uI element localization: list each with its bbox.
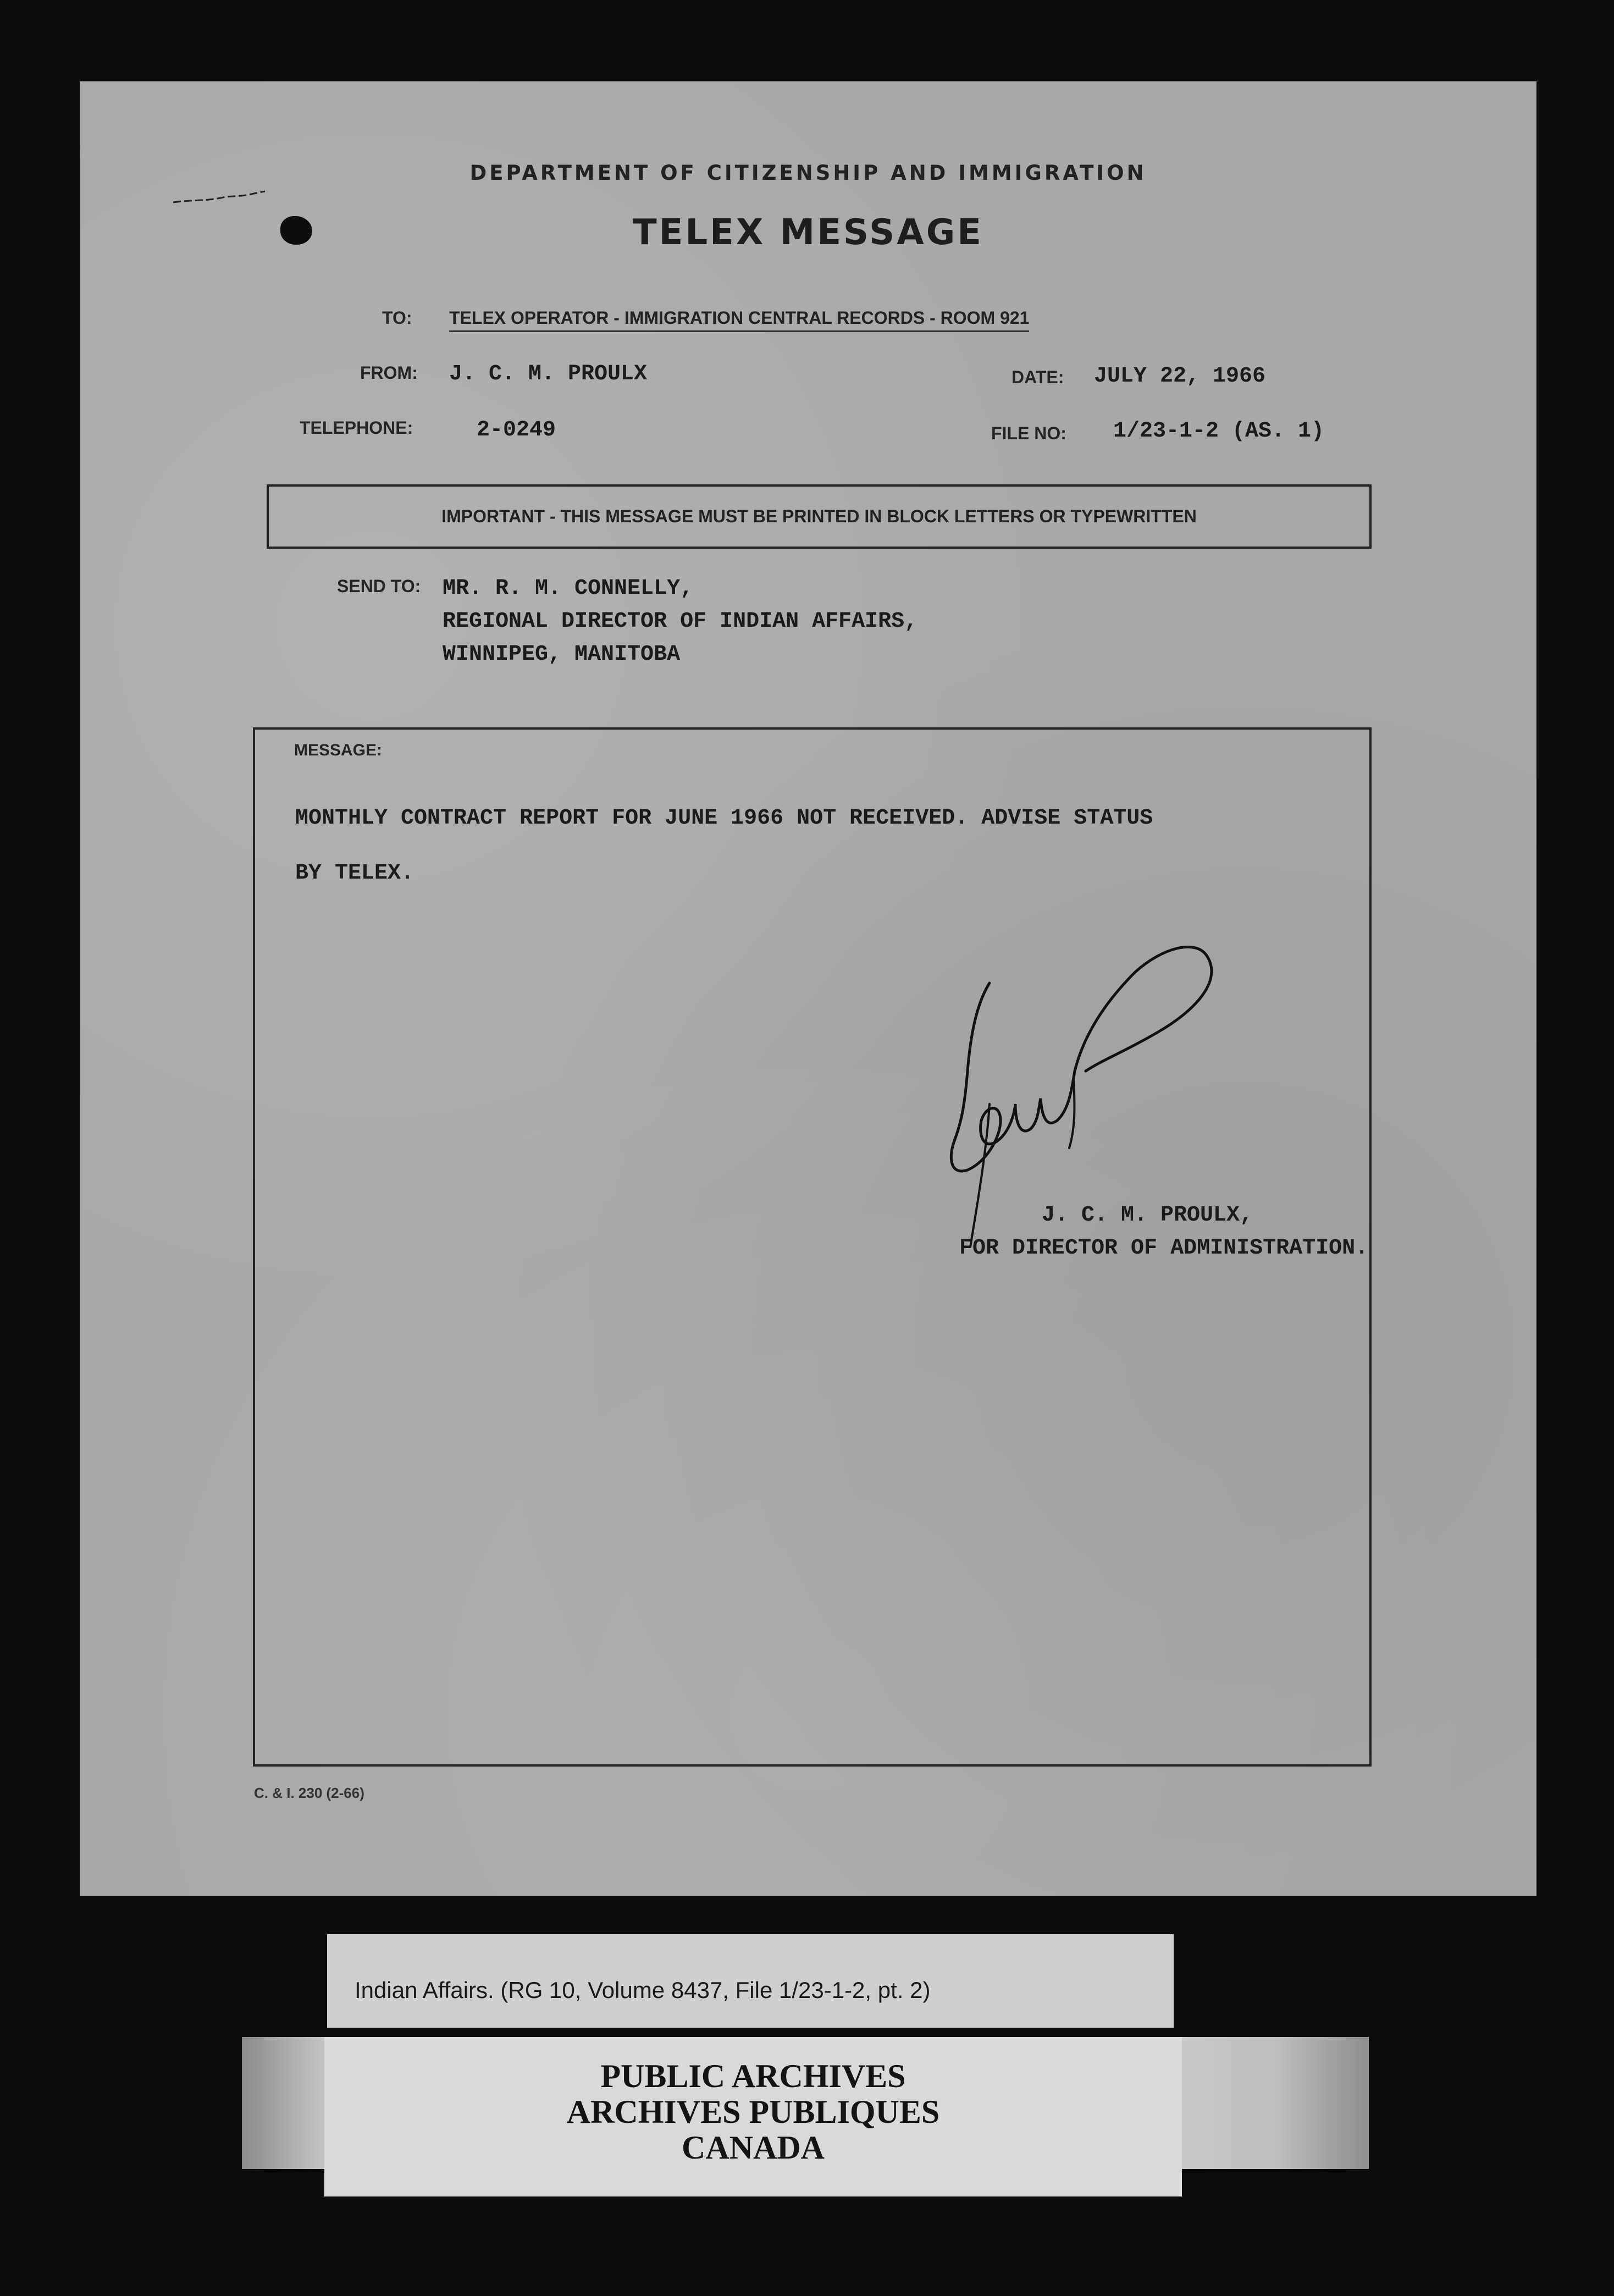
stamp-line: CANADA — [682, 2129, 825, 2166]
send-to-label: SEND TO: — [337, 576, 421, 596]
to-value: TELEX OPERATOR - IMMIGRATION CENTRAL RECORDS - ROOM 921 — [449, 308, 1029, 332]
send-to-line: WINNIPEG, MANITOBA — [443, 642, 681, 667]
to-label: TO: — [382, 308, 412, 328]
from-label: FROM: — [360, 363, 418, 383]
message-line: MONTHLY CONTRACT REPORT FOR JUNE 1966 NOT RECEIVED. ADVISE STATUS — [295, 806, 1153, 831]
file-no-label: FILE NO: — [991, 423, 1066, 443]
message-label: MESSAGE: — [294, 741, 383, 759]
telephone-label: TELEPHONE: — [300, 418, 413, 438]
department-heading: DEPARTMENT OF CITIZENSHIP AND IMMIGRATION — [469, 161, 1147, 185]
signatory-title: FOR DIRECTOR OF ADMINISTRATION. — [959, 1236, 1369, 1261]
from-value: J. C. M. PROULX — [449, 362, 648, 387]
archive-reference-strip — [327, 1934, 1174, 2028]
important-notice: IMPORTANT - THIS MESSAGE MUST BE PRINTED IN BLOCK LETTERS OR TYPEWRITTEN — [441, 506, 1197, 526]
signatory-name: J. C. M. PROULX, — [1042, 1203, 1253, 1228]
stamp-line: ARCHIVES PUBLIQUES — [566, 2094, 940, 2130]
document-page — [80, 81, 1536, 1896]
stamp-line: PUBLIC ARCHIVES — [600, 2058, 906, 2094]
send-to-line: MR. R. M. CONNELLY, — [443, 576, 694, 601]
date-value: JULY 22, 1966 — [1094, 364, 1266, 389]
document-title: TELEX MESSAGE — [633, 212, 983, 253]
important-notice-box — [267, 484, 1372, 549]
date-label: DATE: — [1011, 367, 1064, 387]
send-to-line: REGIONAL DIRECTOR OF INDIAN AFFAIRS, — [443, 609, 918, 634]
message-line: BY TELEX. — [295, 861, 414, 886]
file-no-value: 1/23-1-2 (AS. 1) — [1113, 419, 1325, 444]
archive-reference: Indian Affairs. (RG 10, Volume 8437, File 1/23-1-2, pt. 2) — [355, 1977, 931, 2003]
pencil-mark — [170, 186, 269, 208]
telephone-value: 2-0249 — [477, 418, 556, 443]
punch-hole-mark — [280, 216, 312, 245]
archive-stamp — [324, 2037, 1182, 2196]
form-number: C. & I. 230 (2-66) — [254, 1785, 364, 1801]
